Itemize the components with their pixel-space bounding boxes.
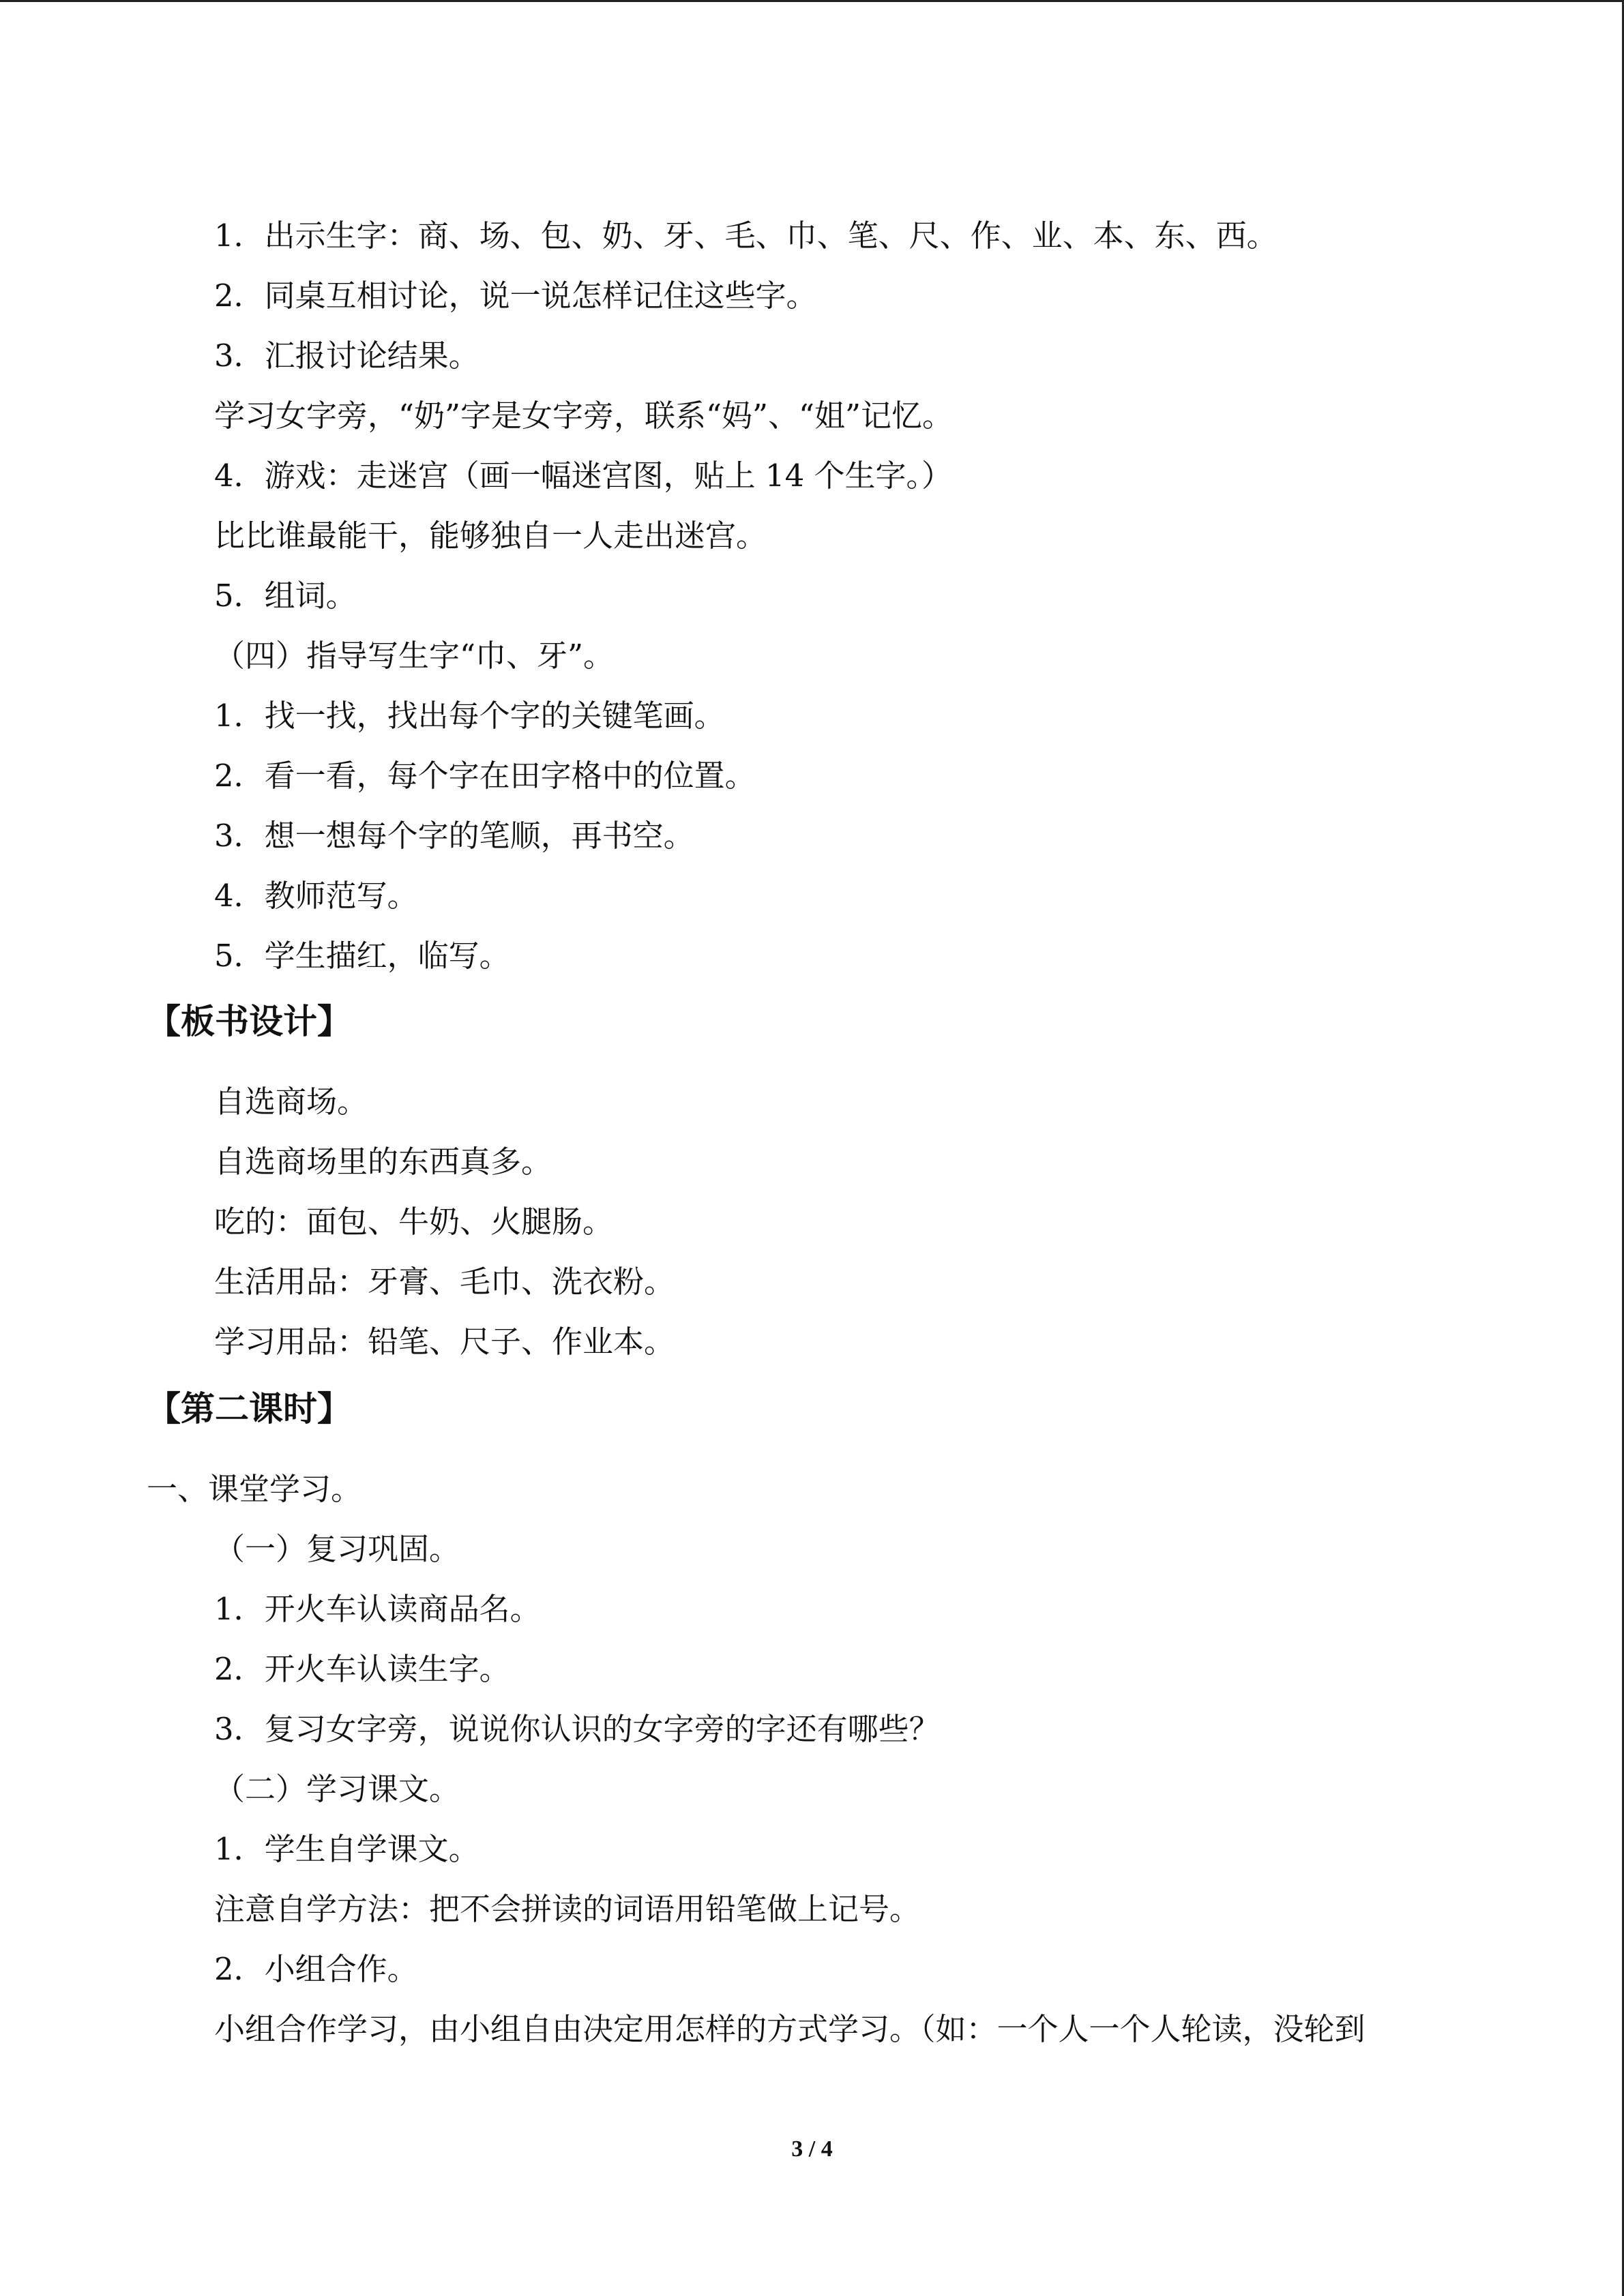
text-line: 3．复习女字旁，说说你认识的女字旁的字还有哪些？: [214, 1711, 940, 1747]
text-line: 1．学生自学课文。: [214, 1831, 479, 1867]
section-heading-second-lesson: 【第二课时】: [147, 1389, 351, 1429]
text-line: 注意自学方法：把不会拼读的词语用铅笔做上记号。: [214, 1891, 921, 1927]
text-line: 2．开火车认读生字。: [214, 1651, 510, 1687]
text-line: 5．组词。: [214, 578, 357, 614]
text-line: 学习女字旁，“奶”字是女字旁，联系“妈”、“姐”记忆。: [214, 398, 954, 434]
text-line: （二）学习课文。: [214, 1771, 460, 1807]
text-line: 学习用品：铅笔、尺子、作业本。: [214, 1324, 675, 1360]
section-heading-board-design: 【板书设计】: [147, 1002, 351, 1041]
text-line: 1．出示生字：商、场、包、奶、牙、毛、巾、笔、尺、作、业、本、东、西。: [214, 218, 1278, 254]
text-line: 小组合作学习，由小组自由决定用怎样的方式学习。（如：一个人一个人轮读，没轮到: [214, 2011, 1365, 2047]
text-line: 比比谁最能干，能够独自一人走出迷宫。: [214, 518, 767, 554]
text-line: 一、课堂学习。: [147, 1471, 362, 1507]
text-line: 1．找一找，找出每个字的关键笔画。: [214, 698, 725, 734]
text-line: 1．开火车认读商品名。: [214, 1591, 541, 1627]
text-line: 5．学生描红，临写。: [214, 938, 510, 974]
text-line: （一）复习巩固。: [214, 1531, 460, 1567]
text-line: 2．看一看，每个字在田字格中的位置。: [214, 758, 756, 794]
text-line: 2．同桌互相讨论，说一说怎样记住这些字。: [214, 278, 817, 314]
text-line: 自选商场。: [214, 1084, 368, 1120]
text-line: 吃的：面包、牛奶、火腿肠。: [214, 1204, 614, 1240]
text-line: （四）指导写生字“巾、牙”。: [214, 638, 615, 674]
text-line: 2．小组合作。: [214, 1951, 418, 1987]
text-line: 3．汇报讨论结果。: [214, 338, 479, 374]
text-line: 自选商场里的东西真多。: [214, 1144, 552, 1180]
page-number: 3 / 4: [791, 2136, 833, 2162]
text-line: 生活用品：牙膏、毛巾、洗衣粉。: [214, 1264, 675, 1300]
text-line: 4．教师范写。: [214, 878, 418, 914]
text-line: 4．游戏：走迷宫（画一幅迷宫图，贴上 14 个生字。）: [214, 458, 953, 494]
text-line: 3．想一想每个字的笔顺，再书空。: [214, 818, 694, 854]
